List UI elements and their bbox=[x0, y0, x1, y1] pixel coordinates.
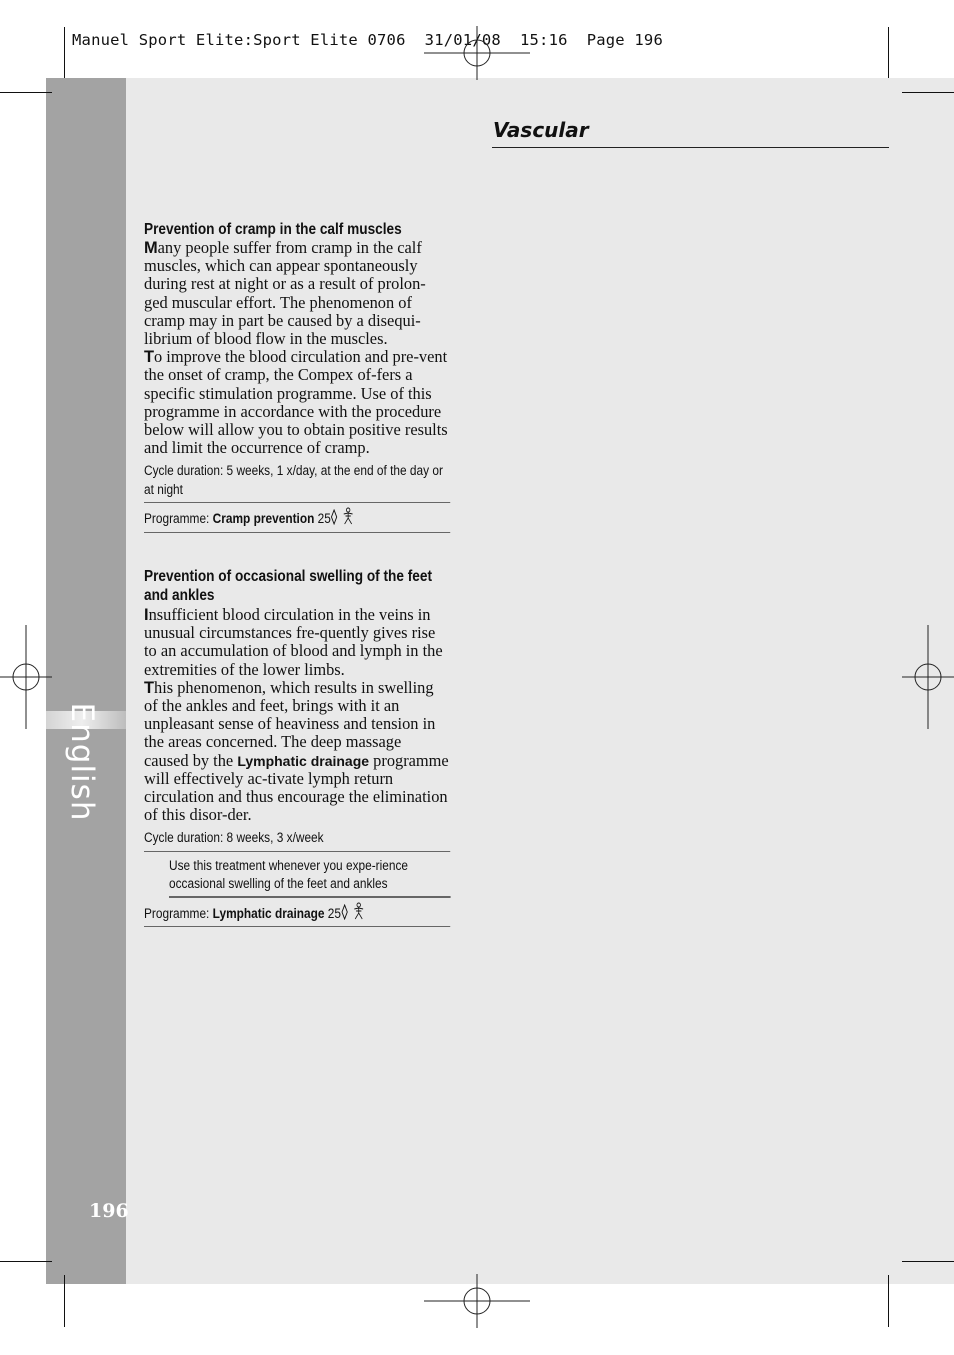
swelling-paragraph-1 bbox=[144, 606, 449, 679]
diamond-icon bbox=[331, 509, 338, 525]
body-figure-icon bbox=[351, 902, 365, 920]
drop-cap: T bbox=[144, 348, 155, 367]
registration-mark-icon bbox=[0, 625, 52, 729]
body-figure-icon bbox=[341, 507, 355, 525]
paragraph-text: programme will effectively ac-tivate lymph return circulation and thus encourage the elimination of this disor-der. bbox=[144, 750, 449, 825]
drop-cap: T bbox=[144, 678, 155, 697]
crop-mark bbox=[64, 1275, 65, 1327]
cramp-paragraph-1 bbox=[144, 239, 449, 348]
swelling-paragraph-2 bbox=[144, 679, 449, 825]
section-title-rule bbox=[492, 147, 889, 148]
swelling-programme-row bbox=[144, 898, 450, 928]
programme-label: Programme: bbox=[144, 511, 210, 527]
paragraph-text: any people suffer from cramp in the calf muscles, which can appear spontaneously during rest at night or as a result of prolon-ged muscular effort. The phenomenon of cramp may in part be caused by a disequi-librium of blood flow in the muscles. bbox=[144, 238, 426, 349]
swelling-note-box bbox=[169, 852, 451, 898]
cramp-cycle-duration: Cycle duration: 5 weeks, 1 x/day, at the end of the day or at night bbox=[144, 463, 443, 497]
crop-mark bbox=[0, 1261, 52, 1262]
programme-name: Lymphatic drainage bbox=[212, 905, 325, 921]
drop-cap: M bbox=[144, 239, 158, 257]
language-label: English bbox=[64, 702, 100, 822]
registration-mark-icon bbox=[424, 1274, 530, 1328]
programme-reference: Lymphatic drainage bbox=[237, 752, 370, 769]
crop-mark bbox=[0, 92, 52, 93]
cramp-heading: Prevention of cramp in the calf muscles bbox=[144, 221, 402, 238]
diamond-icon bbox=[341, 904, 348, 920]
paragraph-text: his phenomenon, which results in swelling of the ankles and feet, brings with it an unpleasant sense of heaviness and tension in the areas concerned. The deep massage caused by the bbox=[144, 677, 436, 770]
swelling-note: Use this treatment whenever you expe-rience occasional swelling of the feet and ankles bbox=[169, 857, 409, 892]
programme-name: Cramp prevention bbox=[212, 511, 315, 527]
cramp-body bbox=[144, 239, 449, 457]
paragraph-text: nsufficient blood circulation in the veins in unusual circumstances fre-quently gives rise to an accumulation of blood and lymph in the extremities of the lower limbs. bbox=[144, 605, 443, 679]
registration-mark-icon bbox=[902, 625, 954, 729]
crop-mark bbox=[64, 27, 65, 78]
crop-mark bbox=[888, 27, 889, 78]
registration-mark-icon bbox=[424, 26, 530, 80]
page-number: 196 bbox=[89, 1200, 129, 1222]
swelling-heading: Prevention of occasional swelling of the feet and ankles bbox=[144, 568, 433, 604]
drop-cap: I bbox=[144, 606, 149, 624]
side-band bbox=[46, 78, 126, 1284]
printer-slug-line: Manuel Sport Elite:Sport Elite 0706 31/01/08 15:16 Page 196 bbox=[72, 31, 663, 49]
swelling-prevention-section bbox=[144, 567, 449, 927]
paragraph-text: o improve the blood circulation and pre-vent the onset of cramp, the Compex of-fers a specific stimulation programme. Use of this programme in accordance with the procedure below will allow you to obtain positive results and limit the occurrence of cramp. bbox=[144, 347, 448, 458]
crop-mark bbox=[888, 1275, 889, 1327]
cramp-programme-row bbox=[144, 502, 450, 533]
cramp-prevention-section bbox=[144, 220, 449, 533]
programme-value: 25 bbox=[327, 905, 342, 921]
programme-label: Programme: bbox=[144, 905, 210, 921]
cramp-paragraph-2 bbox=[144, 348, 449, 457]
swelling-cycle-duration: Cycle duration: 8 weeks, 3 x/week bbox=[144, 829, 450, 852]
programme-value: 25 bbox=[317, 511, 331, 527]
section-title: Vascular bbox=[493, 118, 589, 142]
swelling-body bbox=[144, 606, 449, 824]
crop-mark bbox=[902, 1261, 954, 1262]
crop-mark bbox=[902, 92, 954, 93]
